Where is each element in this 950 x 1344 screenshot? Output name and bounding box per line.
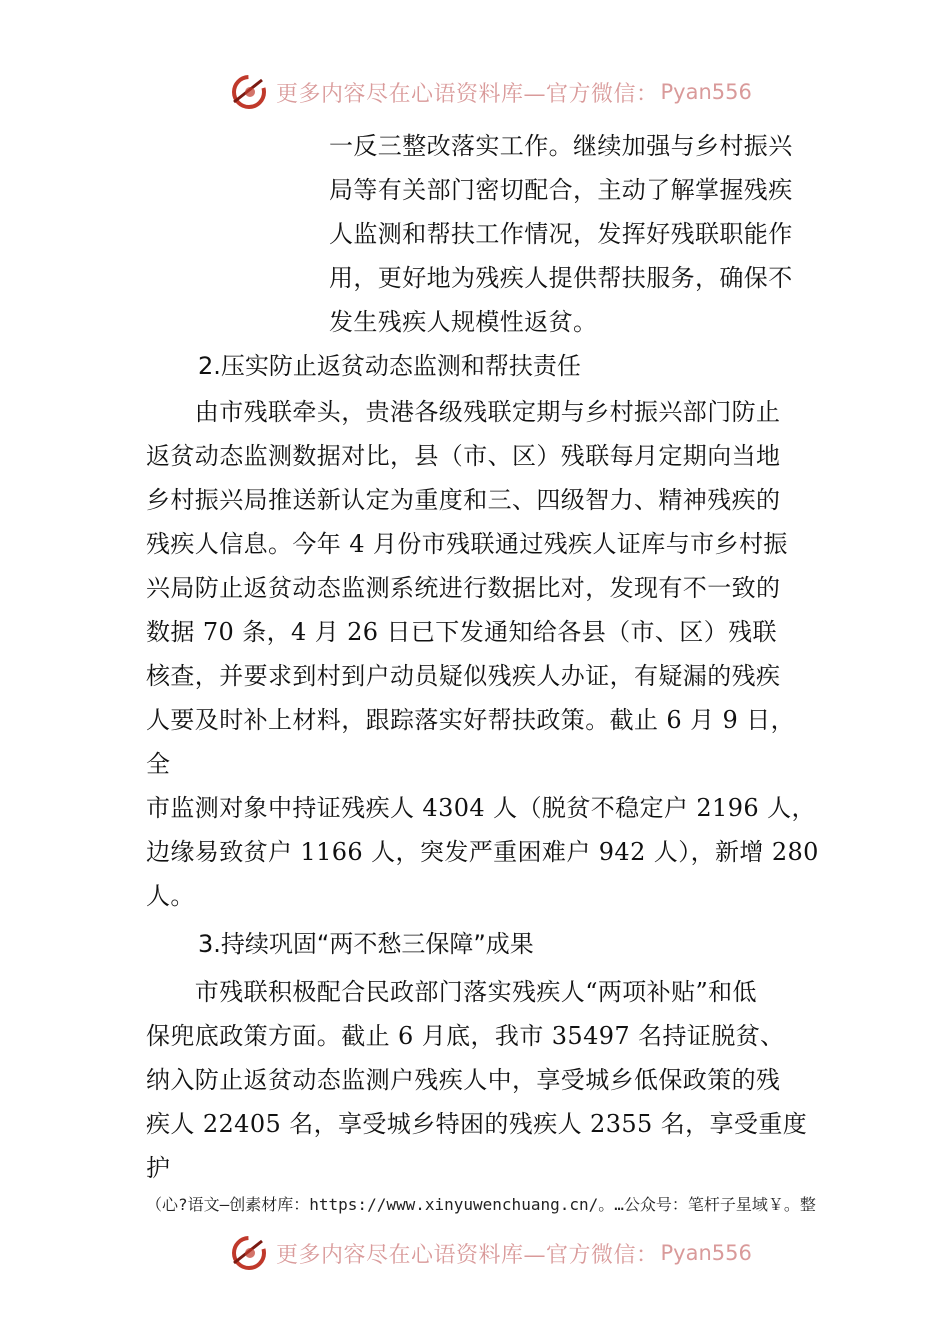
footer-source-note: （心?语文—创素材库：https://www.xinyuwenchuang.cn/。…公众号：笔杆子星域￥。整 xyxy=(146,1195,816,1214)
text-line: 兴局防止返贫动态监测系统进行数据比对，发现有不一致的 xyxy=(146,574,781,602)
intro-paragraph xyxy=(329,124,819,344)
text-line: 纳入防止返贫动态监测户残疾人中，享受城乡低保政策的残 xyxy=(146,1066,781,1094)
text-line: 由市残联牵头，贵港各级残联定期与乡村振兴部门防止 xyxy=(146,398,781,426)
text-line: 市残联积极配合民政部门落实残疾人“两项补贴”和低 xyxy=(146,978,757,1006)
section-3-heading: 3.持续巩固“两不愁三保障”成果 xyxy=(198,930,534,958)
text-line: 人监测和帮扶工作情况，发挥好残联职能作 xyxy=(329,220,793,248)
text-line: 边缘易致贫户 1166 人，突发严重困难户 942 人），新增 280 xyxy=(146,838,819,866)
text-line: 乡村振兴局推送新认定为重度和三、四级智力、精神残疾的 xyxy=(146,486,781,514)
text-line: 人要及时补上材料，跟踪落实好帮扶政策。截止 6 月 9 日， xyxy=(146,706,796,734)
banner-text: 更多内容尽在心语资料库—官方微信： xyxy=(276,81,659,107)
red-ink-brush-logo-icon xyxy=(228,72,270,112)
banner-wechat-id: Pyan556 xyxy=(660,80,752,104)
text-line: 护 xyxy=(146,1154,171,1182)
text-line: 数据 70 条，4 月 26 日已下发通知给各县（市、区）残联 xyxy=(146,618,777,646)
text-line: 用，更好地为残疾人提供帮扶服务，确保不 xyxy=(329,264,793,292)
text-line: 全 xyxy=(146,750,171,778)
section-3-body xyxy=(146,970,816,1190)
text-line: 返贫动态监测数据对比，县（市、区）残联每月定期向当地 xyxy=(146,442,781,470)
text-line: 市监测对象中持证残疾人 4304 人（脱贫不稳定户 2196 人， xyxy=(146,794,816,822)
text-line: 局等有关部门密切配合，主动了解掌握残疾 xyxy=(329,176,793,204)
text-line: 保兜底政策方面。截止 6 月底，我市 35497 名持证脱贫、 xyxy=(146,1022,785,1050)
watermark-banner-top xyxy=(228,72,752,112)
section-2-body xyxy=(146,390,819,918)
text-line: 核查，并要求到村到户动员疑似残疾人办证，有疑漏的残疾 xyxy=(146,662,781,690)
text-line: 人。 xyxy=(146,882,195,910)
text-line: 残疾人信息。今年 4 月份市残联通过残疾人证库与市乡村振 xyxy=(146,530,788,558)
watermark-banner-bottom xyxy=(228,1233,752,1273)
red-ink-brush-logo-icon xyxy=(228,1233,270,1273)
text-line: 一反三整改落实工作。继续加强与乡村振兴 xyxy=(329,132,793,160)
text-line: 发生残疾人规模性返贫。 xyxy=(329,308,598,336)
text-line: 疾人 22405 名，享受城乡特困的残疾人 2355 名，享受重度 xyxy=(146,1110,808,1138)
banner-wechat-id: Pyan556 xyxy=(660,1241,752,1265)
section-2-heading: 2.压实防止返贫动态监测和帮扶责任 xyxy=(198,352,581,380)
banner-text: 更多内容尽在心语资料库—官方微信： xyxy=(276,1242,659,1268)
